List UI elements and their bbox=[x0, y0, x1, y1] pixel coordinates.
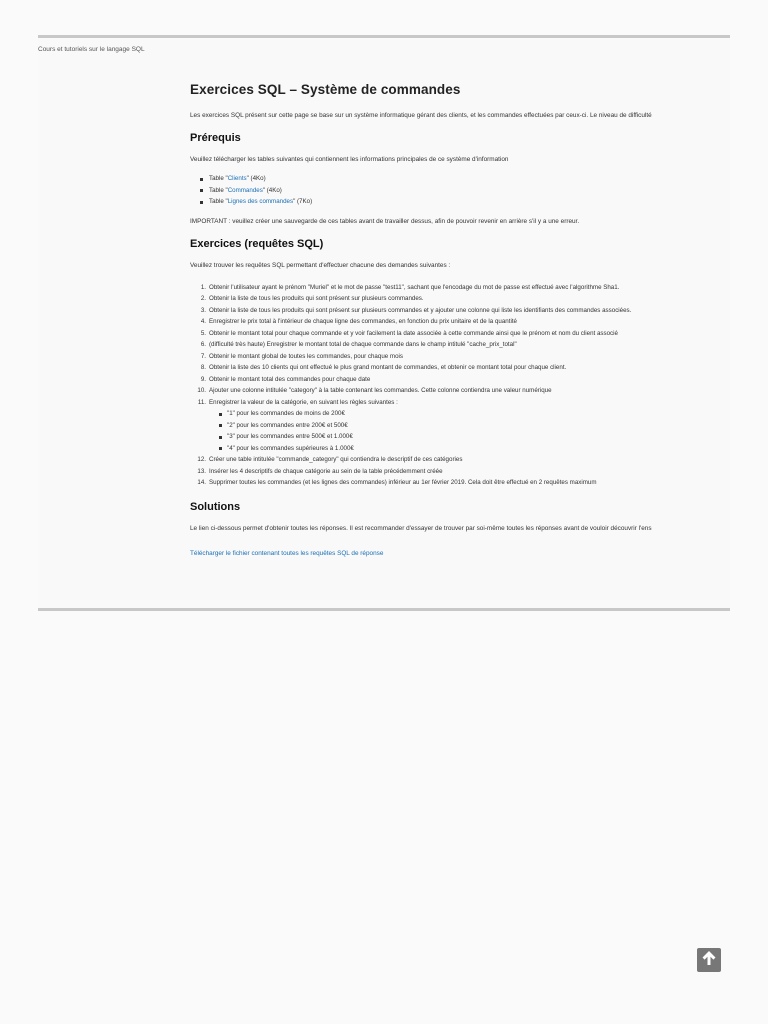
intro-text: Les exercices SQL présent sur cette page se base sur un système informatique gérant des clients, et les commandes effectuées par ceux-ci. Le niveau de difficulté bbox=[190, 112, 652, 119]
exercise-item: 8. Obtenir la liste des 10 clients qui ont effectué le plus grand montant de commandes, et obtenir ce montant total pour chaque client. bbox=[200, 364, 567, 371]
exercises-intro: Veuillez trouver les requêtes SQL permettant d'effectuer chacune des demandes suivantes : bbox=[190, 261, 451, 269]
list-item: Table "Lignes des commandes" (7Ko) bbox=[200, 196, 730, 208]
list-item: Table "Commandes" (4Ko) bbox=[200, 185, 730, 197]
list-item: "4" pour les commandes supérieures à 1.000€ bbox=[219, 443, 730, 455]
exercise-item: 3. Obtenir la liste de tous les produits qui sont présent sur plusieurs commandes et y ajouter une colonne qui liste les identifiants des commandes associées. bbox=[200, 306, 632, 314]
exercise-item: 11. Enregistrer la valeur de la catégorie, en suivant les règles suivantes : bbox=[197, 398, 398, 406]
exercise-item: 2. Obtenir la liste de tous les produits qui sont présent sur plusieurs commandes. bbox=[200, 295, 424, 302]
exercise-list bbox=[190, 282, 730, 409]
commandes-table-link[interactable]: Commandes bbox=[227, 186, 263, 194]
exercise-item: 1. Obtenir l'utilisateur ayant le prénom "Muriel" et le mot de passe "test11", sachant que l'encodage du mot de passe est effectué avec l'algorithme Sha1. bbox=[200, 283, 620, 291]
prereq-heading: Prérequis bbox=[190, 132, 241, 144]
exercise-item: 9. Obtenir le montant total des commandes pour chaque date bbox=[200, 375, 371, 383]
list-item: "2" pour les commandes entre 200€ et 500€ bbox=[219, 420, 730, 432]
list-item: Table "Clients" (4Ko) bbox=[200, 173, 730, 185]
tables-list bbox=[200, 173, 730, 208]
exercise-item: 13. Insérer les 4 descriptifs de chaque catégorie au sein de la table précédemment créée bbox=[197, 467, 443, 475]
exercise-item: 5. Obtenir le montant total pour chaque commande et y voir facilement la date associée à cette commande ainsi que le prénom et nom du client associé bbox=[200, 329, 618, 337]
page-frame bbox=[38, 35, 730, 611]
solutions-text: Le lien ci-dessous permet d'obtenir toutes les réponses. Il est recommander d'essayer de trouver par soi-même toutes les réponses avant de vouloir découvrir l'ens bbox=[190, 524, 652, 532]
exercise-item: 7. Obtenir le montant global de toutes les commandes, pour chaque mois bbox=[200, 352, 403, 360]
site-header[interactable]: Cours et tutoriels sur le langage SQL bbox=[38, 46, 145, 53]
exercises-heading: Exercices (requêtes SQL) bbox=[190, 237, 324, 250]
list-item: "3" pour les commandes entre 500€ et 1.000€ bbox=[219, 431, 730, 443]
exercise-item: 14. Supprimer toutes les commandes (et les lignes des commandes) inférieur au 1er février 2019. Cela doit être effectué en 2 requêtes maximum bbox=[197, 479, 597, 486]
exercise-list-continued bbox=[190, 454, 730, 489]
exercise-item: 4. Enregistrer le prix total à l'intérieur de chaque ligne des commandes, en fonction du prix unitaire et de la quantité bbox=[200, 318, 517, 325]
page-title: Exercices SQL – Système de commandes bbox=[190, 82, 461, 97]
exercise-item: 6. (difficulté très haute) Enregistrer le montant total de chaque commande dans le champ intitulé "cache_prix_total" bbox=[200, 341, 517, 348]
solutions-heading: Solutions bbox=[190, 500, 241, 513]
exercise-item: 12. Créer une table intitulée "commande_category" qui contiendra le descriptif de ces catégories bbox=[197, 456, 463, 463]
clients-table-link[interactable]: Clients bbox=[227, 175, 247, 182]
exercise-item: 10. Ajouter une colonne intitulée "category" à la table contenant les commandes. Cette colonne contiendra une valeur numérique bbox=[197, 387, 552, 394]
article bbox=[190, 82, 730, 560]
lignes-commandes-table-link[interactable]: Lignes des commandes bbox=[227, 198, 294, 205]
back-to-top-button[interactable] bbox=[697, 948, 721, 972]
prereq-text: Veuillez télécharger les tables suivantes qui contiennent les informations principales de ce système d'information bbox=[190, 156, 509, 163]
category-rules-list bbox=[219, 408, 730, 454]
important-note: IMPORTANT : veuillez créer une sauvegarde de ces tables avant de travailler dessus, afin de pouvoir revenir en arrière s'il y a une erreur. bbox=[190, 217, 580, 225]
download-solutions-link[interactable]: Télécharger le fichier contenant toutes les requêtes SQL de réponse bbox=[190, 549, 384, 557]
arrow-up-icon bbox=[700, 949, 718, 972]
list-item: "1" pour les commandes de moins de 200€ bbox=[219, 408, 730, 420]
